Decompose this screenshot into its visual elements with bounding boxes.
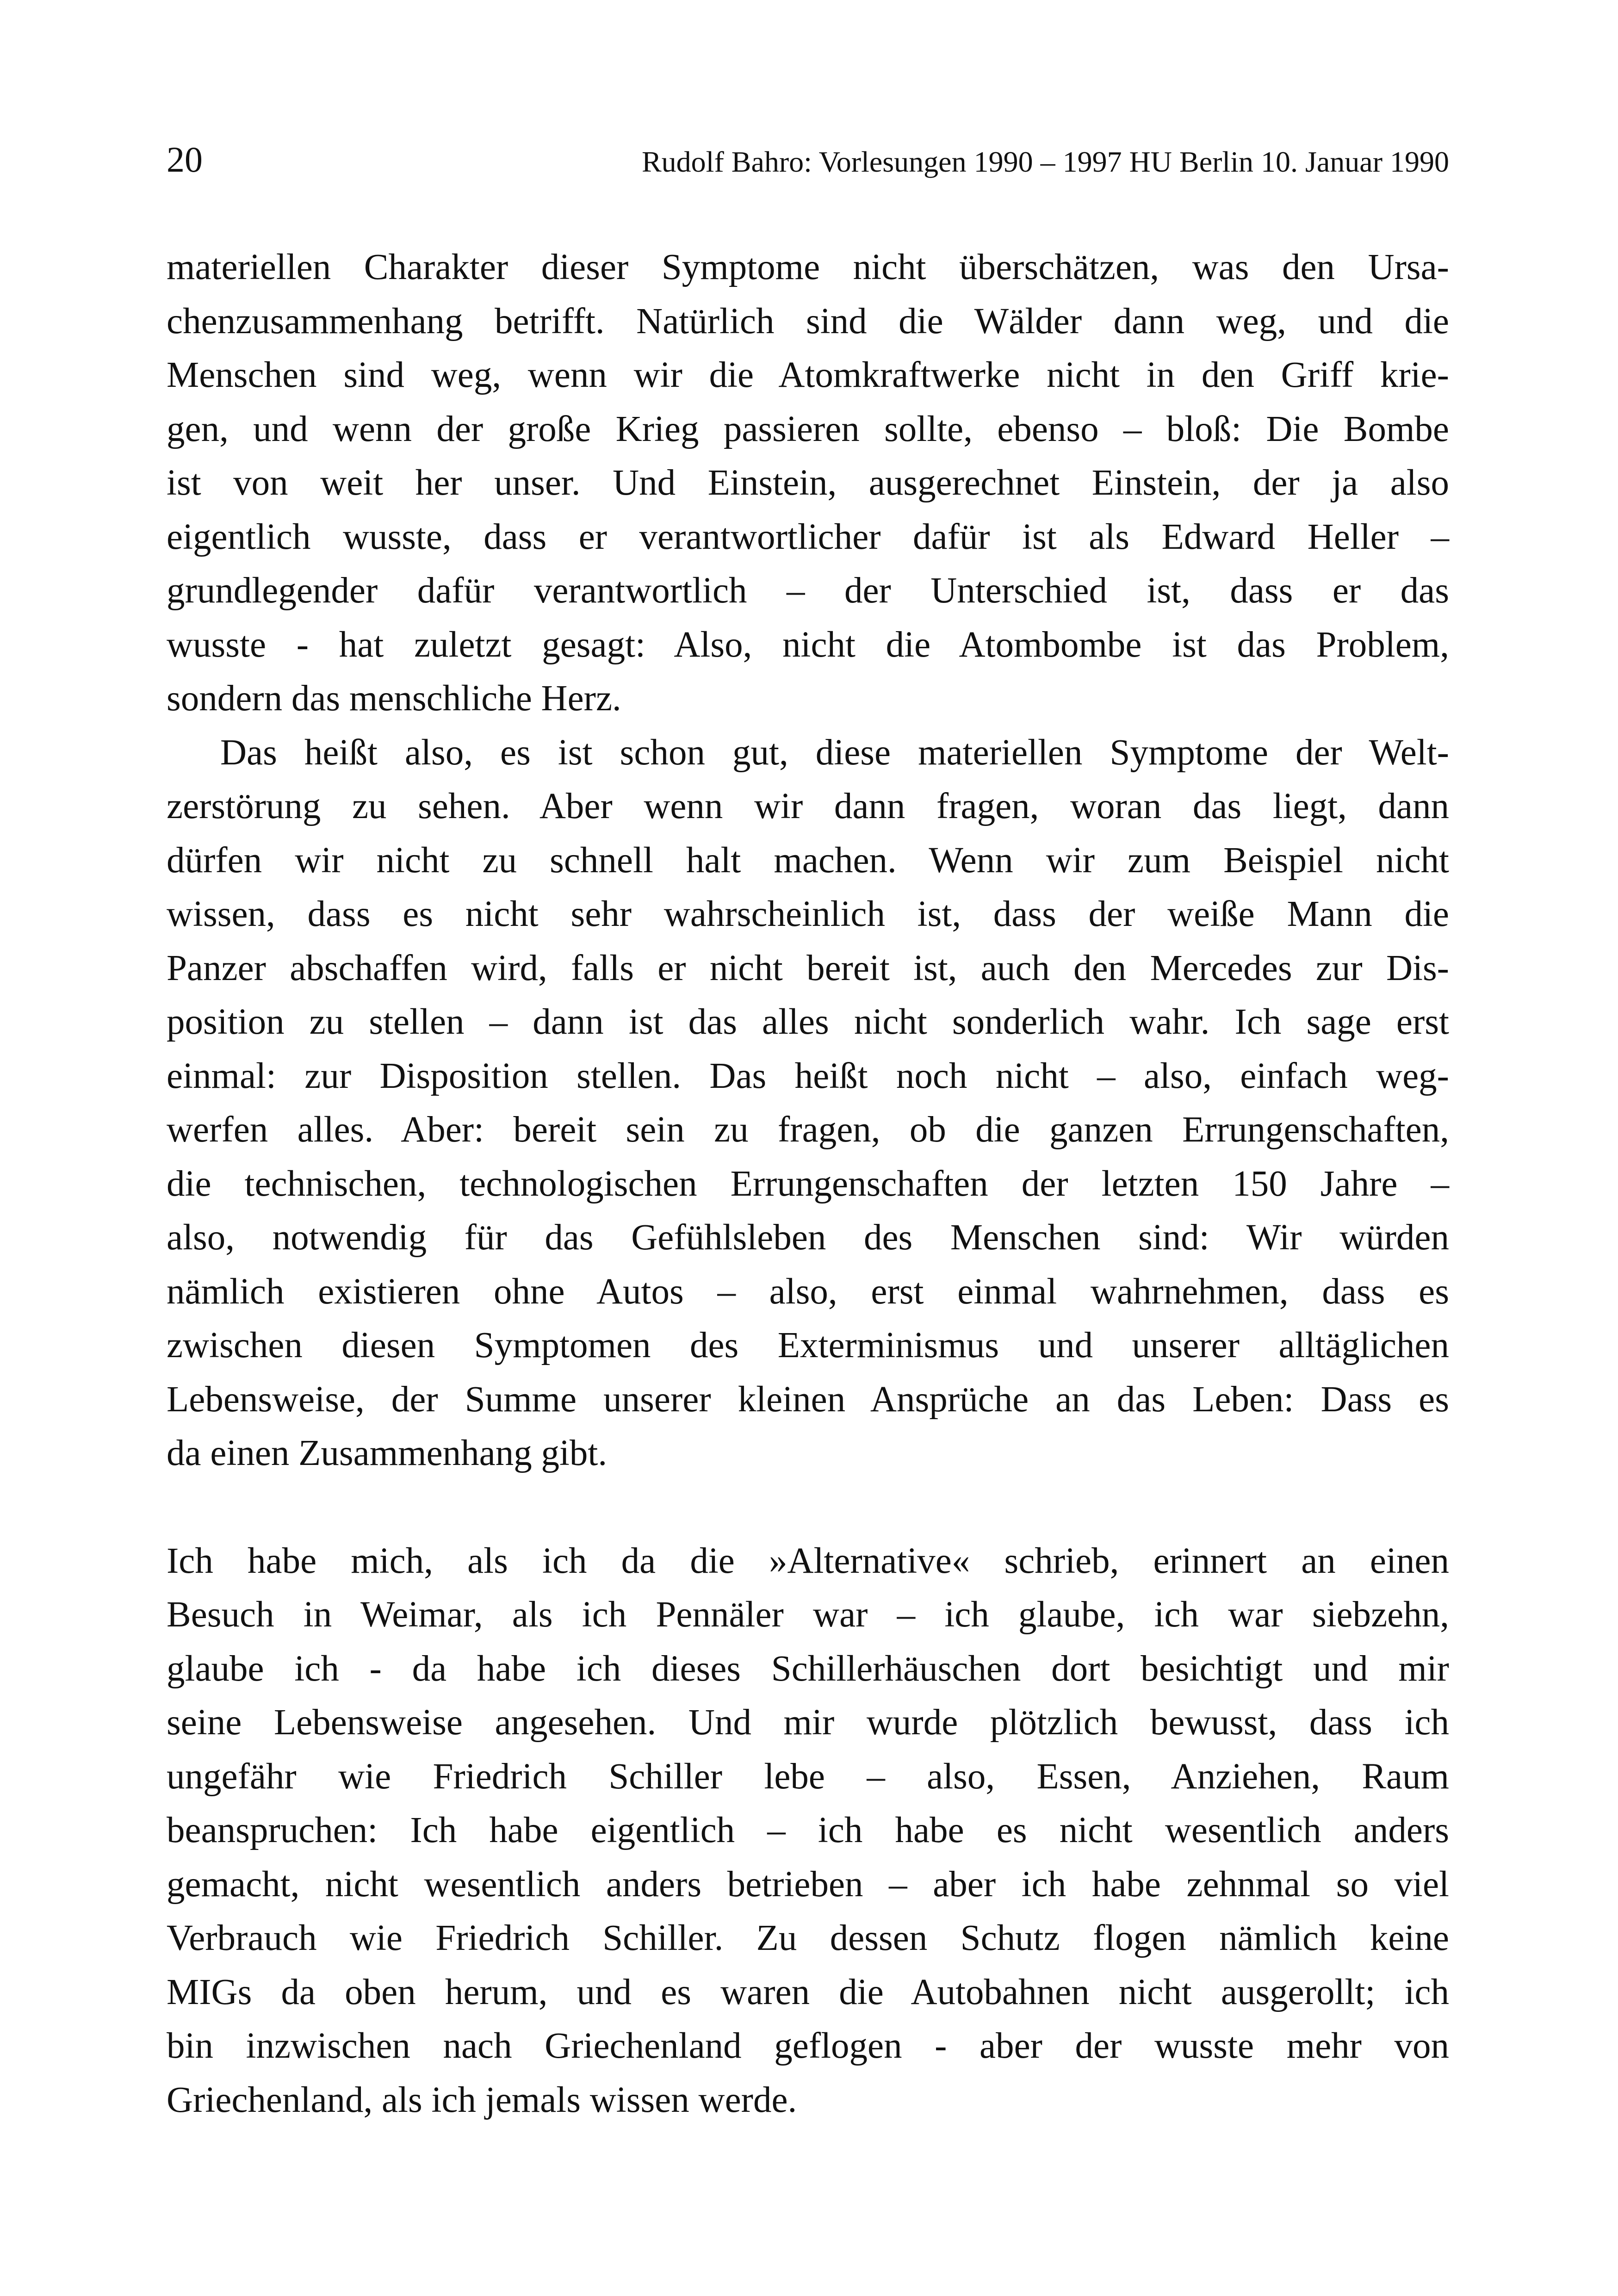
page-number: 20 <box>167 139 203 180</box>
text-line: bin inzwischen nach Griechenland geflogen - aber der wusste mehr von <box>167 2026 1449 2066</box>
running-head: Rudolf Bahro: Vorlesungen 1990 – 1997 HU Berlin 10. Januar 1990 <box>641 145 1449 178</box>
paragraph-2 <box>167 726 1449 1481</box>
text-line: gemacht, nicht wesentlich anders betrieben – aber ich habe zehnmal so viel <box>167 1864 1449 1905</box>
paragraph-1 <box>167 241 1449 726</box>
text-line: Besuch in Weimar, als ich Pennäler war – ich glaube, ich war siebzehn, <box>167 1595 1449 1635</box>
text-line: die technischen, technologischen Errungenschaften der letzten 150 Jahre – <box>167 1163 1449 1204</box>
text-line: seine Lebensweise angesehen. Und mir wurde plötzlich bewusst, dass ich <box>167 1702 1449 1743</box>
text-line: dürfen wir nicht zu schnell halt machen. Wenn wir zum Beispiel nicht <box>167 840 1449 881</box>
text-line: chenzusammenhang betrifft. Natürlich sind die Wälder dann weg, und die <box>167 301 1449 341</box>
text-line: glaube ich - da habe ich dieses Schillerhäuschen dort besichtigt und mir <box>167 1648 1449 1689</box>
text-line: nämlich existieren ohne Autos – also, erst einmal wahrnehmen, dass es <box>167 1271 1449 1312</box>
text-line: Panzer abschaffen wird, falls er nicht bereit ist, auch den Mercedes zur Dis- <box>167 948 1449 988</box>
text-line: sondern das menschliche Herz. <box>167 678 621 719</box>
text-line: MIGs da oben herum, und es waren die Autobahnen nicht ausgerollt; ich <box>167 1972 1449 2012</box>
page-header <box>167 139 1449 190</box>
text-line: werfen alles. Aber: bereit sein zu fragen, ob die ganzen Errungenschaften, <box>167 1110 1449 1150</box>
text-line: materiellen Charakter dieser Symptome nicht überschätzen, was den Ursa- <box>167 247 1449 287</box>
text-line: ist von weit her unser. Und Einstein, ausgerechnet Einstein, der ja also <box>167 463 1449 503</box>
text-line: beanspruchen: Ich habe eigentlich – ich habe es nicht wesentlich anders <box>167 1810 1449 1850</box>
text-line: Menschen sind weg, wenn wir die Atomkraftwerke nicht in den Griff krie- <box>167 355 1449 395</box>
text-line: Das heißt also, es ist schon gut, diese materiellen Symptome der Welt- <box>220 732 1449 773</box>
text-line: also, notwendig für das Gefühlsleben des Menschen sind: Wir würden <box>167 1217 1449 1258</box>
text-line: gen, und wenn der große Krieg passieren sollte, ebenso – bloß: Die Bombe <box>167 409 1449 449</box>
text-line: position zu stellen – dann ist das alles nicht sonderlich wahr. Ich sage erst <box>167 1002 1449 1042</box>
text-line: Lebensweise, der Summe unserer kleinen Ansprüche an das Leben: Dass es <box>167 1379 1449 1420</box>
text-line: da einen Zusammenhang gibt. <box>167 1433 608 1473</box>
text-line: ungefähr wie Friedrich Schiller lebe – also, Essen, Anziehen, Raum <box>167 1756 1449 1797</box>
text-line: grundlegender dafür verantwortlich – der Unterschied ist, dass er das <box>167 571 1449 611</box>
page-body <box>167 241 1449 2127</box>
text-line: Verbrauch wie Friedrich Schiller. Zu dessen Schutz flogen nämlich keine <box>167 1918 1449 1958</box>
text-line: Ich habe mich, als ich da die »Alternative« schrieb, erinnert an einen <box>167 1540 1449 1581</box>
text-line: einmal: zur Disposition stellen. Das heißt noch nicht – also, einfach weg- <box>167 1055 1449 1096</box>
text-line: wusste - hat zuletzt gesagt: Also, nicht die Atombombe ist das Problem, <box>167 624 1449 665</box>
text-line: Griechenland, als ich jemals wissen werde. <box>167 2079 797 2120</box>
text-line: wissen, dass es nicht sehr wahrscheinlich ist, dass der weiße Mann die <box>167 894 1449 934</box>
text-line: zerstörung zu sehen. Aber wenn wir dann fragen, woran das liegt, dann <box>167 786 1449 826</box>
paragraph-3 <box>167 1534 1449 2128</box>
text-line: eigentlich wusste, dass er verantwortlicher dafür ist als Edward Heller – <box>167 516 1449 557</box>
text-line: zwischen diesen Symptomen des Exterminismus und unserer alltäglichen <box>167 1325 1449 1365</box>
